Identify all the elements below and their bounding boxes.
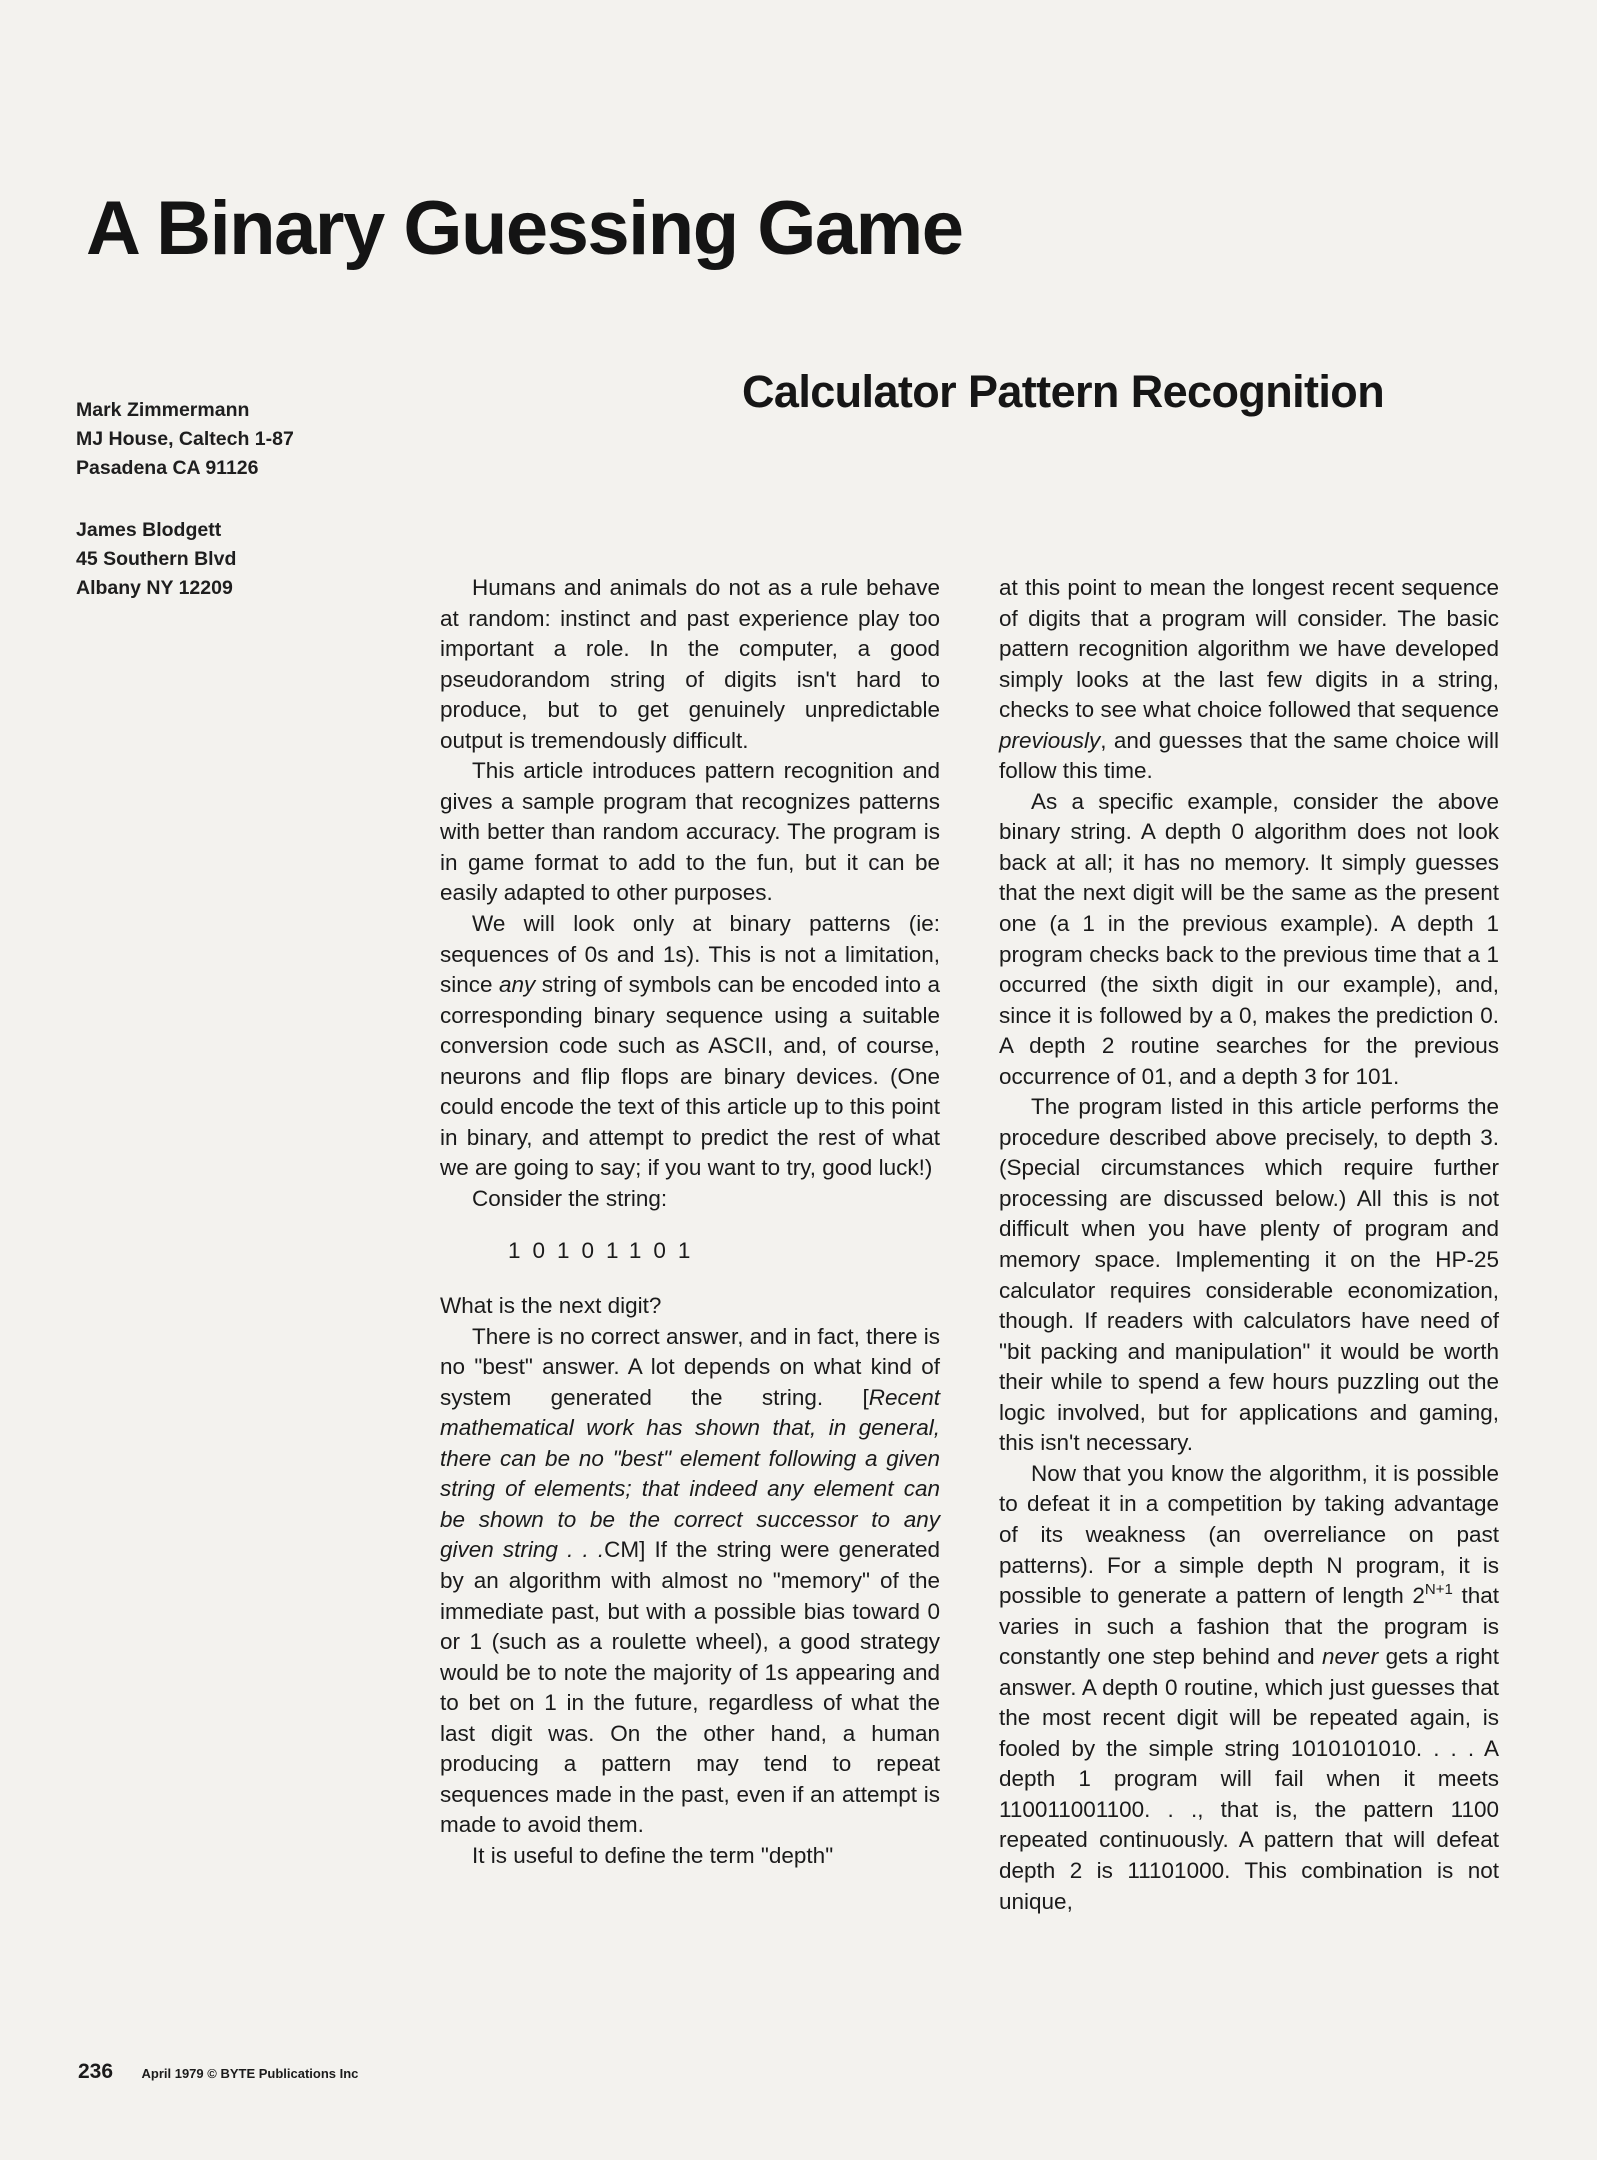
exponent: N+1 — [1424, 1581, 1453, 1599]
author-address-city: Albany NY 12209 — [76, 577, 233, 599]
paragraph: at this point to mean the longest recent sequence of digits that a program will consider. The basic pattern recognition algorithm we have developed simply looks at the last few digits in a string, checks to see what choice followed that sequence previously, and guesses that the same choice will follow this time. — [999, 575, 1499, 784]
binary-string: 10101101 — [508, 1238, 703, 1264]
author-address-line: MJ House, Caltech 1-87 — [76, 428, 294, 450]
paragraph: We will look only at binary patterns (ie: sequences of 0s and 1s). This is not a limitation, since any string of symbols can be encoded into a corresponding binary sequence using a suitable conversion code such as ASCII, and, of course, neurons and flip flops are binary devices. (One could encode the text of this article up to this point in binary, and attempt to predict the rest of what we are going to say; if you want to try, good luck!) — [440, 911, 940, 1181]
article-column-2 — [999, 573, 1499, 1917]
issue-credit: April 1979 © BYTE Publications Inc — [141, 2066, 359, 2081]
author-block-1 — [76, 396, 406, 483]
emphasis: previously — [999, 727, 1101, 753]
paragraph: Consider the string: — [472, 1185, 668, 1211]
emphasis: never — [1321, 1644, 1379, 1670]
editor-note: Recent mathematical work has shown that, in general, there can be no "best" element following a given string of elements; that indeed any element can be shown to be the correct successor to any given string . . . — [440, 1384, 940, 1563]
page-title: A Binary Guessing Game — [86, 186, 963, 271]
article-column-1 — [440, 573, 940, 1871]
paragraph: As a specific example, consider the above binary string. A depth 0 algorithm does not look back at all; it has no memory. It simply guesses that the next digit will be the same as the present one (a 1 in the previous example). A depth 1 program checks back to the previous time that a 1 occurred (the sixth digit in our example), and, since it is followed by a 0, makes the prediction 0. A depth 2 routine searches for the previous occurrence of 01, and a depth 3 for 101. — [999, 788, 1499, 1089]
author-block-2 — [76, 516, 406, 603]
page-subtitle: Calculator Pattern Recognition — [742, 366, 1385, 417]
author-name: Mark Zimmermann — [76, 399, 250, 421]
author-name: James Blodgett — [76, 519, 222, 541]
paragraph: It is useful to define the term "depth" — [472, 1842, 834, 1868]
paragraph: The program listed in this article performs the procedure described above precisely, to depth 3. (Special circumstances which require further processing are discussed below.) All this is not difficult when you have plenty of program and memory space. Implementing it on the HP-25 calculator requires considerable economization, though. If readers with calculators have need of "bit packing and manipulation" it would be worth their while to spend a few hours puzzling out the logic involved, but for applications and gaming, this isn't necessary. — [999, 1094, 1499, 1456]
paragraph: Humans and animals do not as a rule behave at random: instinct and past experience play too important a role. In the computer, a good pseudorandom string of digits isn't hard to produce, but to get genuinely unpredictable output is tremendously difficult. — [440, 575, 940, 753]
author-address-line: 45 Southern Blvd — [76, 548, 237, 570]
paragraph: This article introduces pattern recognition and gives a sample program that recognizes patterns with better than random accuracy. The program is in game format to add to the fun, but it can be easily adapted to other purposes. — [440, 758, 940, 906]
emphasis: any — [499, 972, 536, 998]
author-address-city: Pasadena CA 91126 — [76, 457, 259, 479]
page-number: 236 — [78, 2060, 114, 2083]
page-footer — [78, 2060, 358, 2084]
paragraph: There is no correct answer, and in fact, there is no "best" answer. A lot depends on what kind of system generated the string. [Recent mathematical work has shown that, in general, there can be no "best" element following a given string of elements; that indeed any element can be shown to be the correct successor to any given string . . .CM] If the string were generated by an algorithm with almost no "memory" of the immediate past, but with a possible bias toward 0 or 1 (such as a roulette wheel), a good strategy would be to note the majority of 1s appearing and to bet on 1 in the future, regardless of what the last digit was. On the other hand, a human producing a pattern may tend to repeat sequences made in the past, even if an attempt is made to avoid them. — [440, 1323, 940, 1838]
paragraph: Now that you know the algorithm, it is possible to defeat it in a competition by taking advantage of its weakness (an overreliance on past patterns). For a simple depth N program, it is possible to generate a pattern of length $2^{N+1}$ that varies in such a fashion that the program is constantly one step behind and never gets a right answer. A depth 0 routine, which just guesses that the most recent digit will be repeated again, is fooled by the simple string 1010101010. . . . A depth 1 program will fail when it meets 110011001100. . ., that is, the pattern 1100 repeated continuously. A pattern that will defeat depth 2 is 11101000. This combination is not unique, — [999, 1460, 1499, 1914]
paragraph: What is the next digit? — [440, 1293, 662, 1319]
